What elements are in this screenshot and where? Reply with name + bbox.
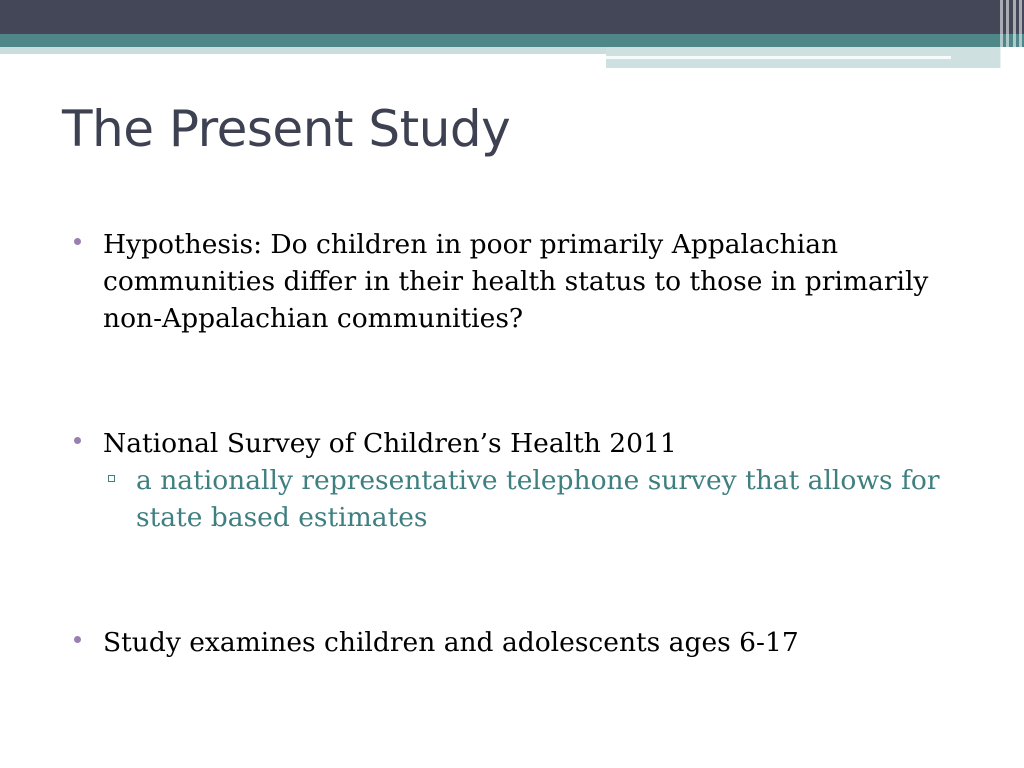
bullet-dot-icon (74, 437, 81, 444)
edge-stripe (1013, 0, 1016, 68)
slide-title: The Present Study (62, 100, 511, 158)
bullet-study-ages (72, 624, 952, 661)
sub-bullet-text: a nationally representative telephone survey that allows for state based estimates (136, 465, 940, 533)
bullet-hypothesis (72, 226, 952, 337)
bullet-text: National Survey of Children’s Health 2011 (103, 428, 677, 459)
edge-stripe (1019, 0, 1022, 68)
bullet-list (72, 226, 952, 661)
bullet-text: Hypothesis: Do children in poor primarily Appalachian communities differ in their health status to those in primarily non-Appalachian communities? (103, 229, 929, 334)
bullet-dot-icon (74, 238, 81, 245)
bullet-survey (72, 425, 952, 536)
square-bullet-icon (108, 475, 115, 482)
bullet-text: Study examines children and adolescents ages 6-17 (103, 627, 799, 658)
sub-bullet-list (103, 462, 952, 536)
bullet-dot-icon (74, 636, 81, 643)
edge-stripe (1000, 0, 1003, 68)
edge-stripe (1006, 0, 1009, 68)
header-accent-line (606, 56, 951, 59)
header-teal-band (0, 34, 1024, 47)
sub-bullet-survey-description (136, 462, 952, 536)
header-edge-stripes (998, 0, 1024, 68)
header-light-band-left (0, 47, 606, 54)
header-dark-band (0, 0, 1024, 34)
